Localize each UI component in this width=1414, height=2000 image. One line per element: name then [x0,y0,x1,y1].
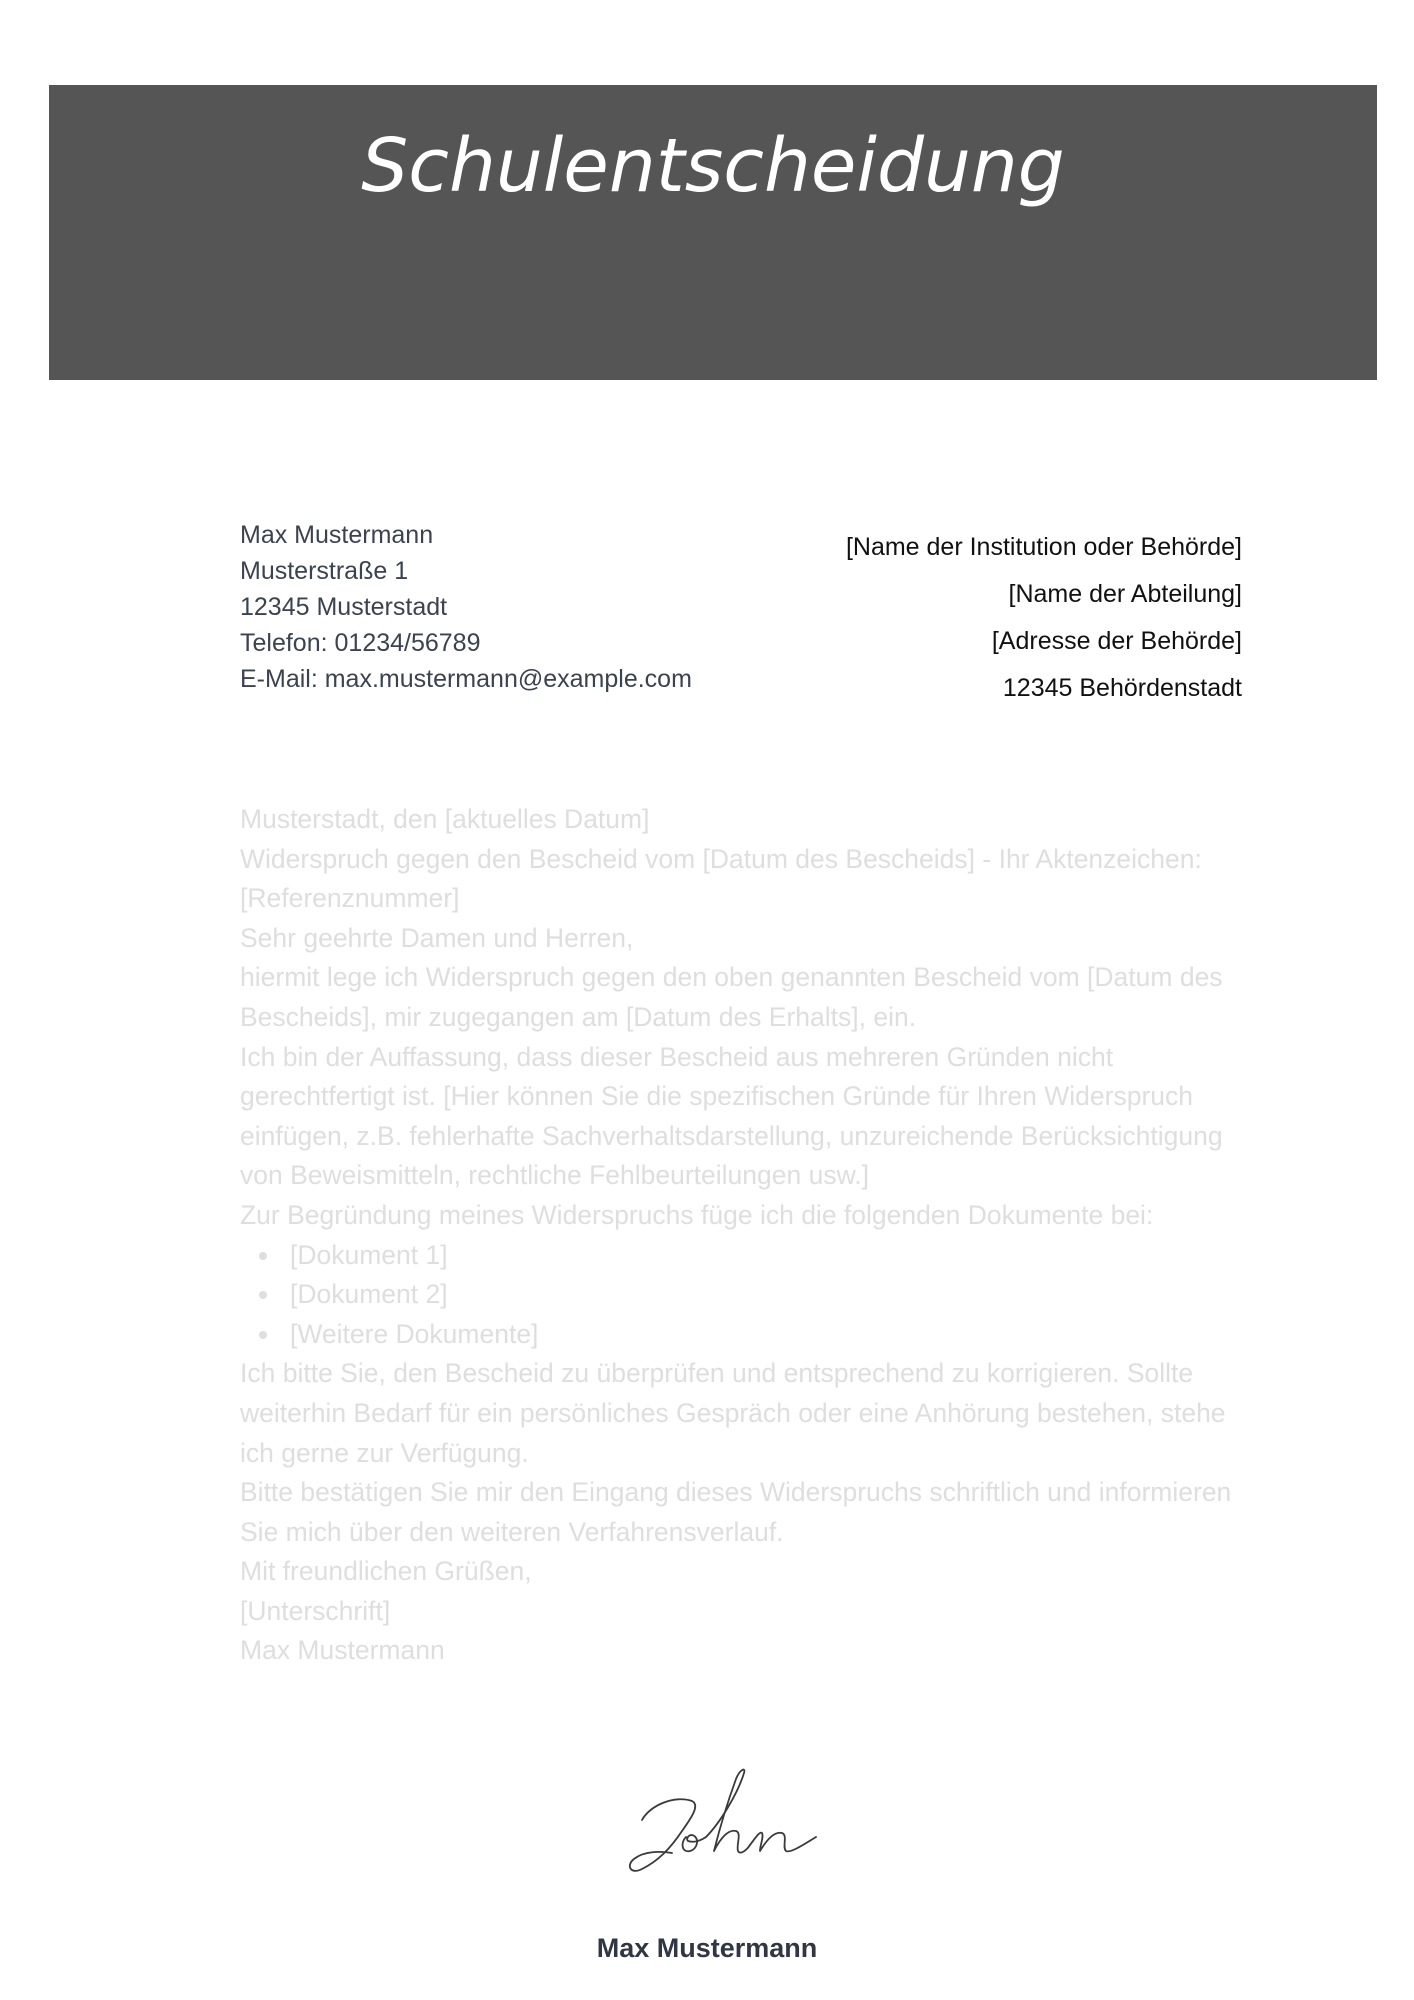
documents-list [240,1236,1250,1355]
sender-phone: Telefon: 01234/56789 [240,629,481,657]
paragraph-intro: hiermit lege ich Widerspruch gegen den oben genannten Bescheid vom [Datum des Bescheids], mir zugegangen am [Datum des Erhalts], ein. [240,962,1223,1032]
paragraph-documents: Zur Begründung meines Widerspruchs füge ich die folgenden Dokumente bei: [240,1199,1154,1230]
paragraph-request: Ich bitte Sie, den Bescheid zu überprüfen und entsprechend zu korrigieren. Sollte weiterhin Bedarf für ein persönliches Gespräch oder eine Anhörung bestehen, stehe ich gerne zur Verfügung. [240,1358,1226,1468]
list-item: [Dokument 1] [290,1236,1250,1276]
sender-name: Max Mustermann [240,521,434,549]
closing-name: Max Mustermann [240,1635,445,1666]
document-title: Schulentscheidung [361,123,1065,209]
sender-city: 12345 Musterstadt [240,593,448,621]
recipient-city: 12345 Behördenstadt [1002,674,1242,702]
signer-name: Max Mustermann [596,1933,818,1963]
list-item: [Dokument 2] [290,1275,1250,1315]
sender-email: E-Mail: max.mustermann@example.com [240,665,692,693]
closing-phrase: Mit freundlichen Grüßen, [240,1556,532,1587]
sender-address-block [240,517,692,697]
salutation: Sehr geehrte Damen und Herren, [240,922,634,953]
list-item: [Weitere Dokumente] [290,1315,1250,1355]
header-band [49,85,1377,380]
recipient-address-block [846,524,1242,712]
handwritten-signature [620,1765,840,1885]
signature-placeholder: [Unterschrift] [240,1595,391,1626]
recipient-institution: [Name der Institution oder Behörde] [845,533,1242,561]
paragraph-confirmation: Bitte bestätigen Sie mir den Eingang dieses Widerspruchs schriftlich und informieren Sie mich über den weiteren Verfahrensverlauf. [240,1477,1232,1547]
letter-body [240,800,1250,1671]
date-line: Musterstadt, den [aktuelles Datum] [240,804,650,834]
recipient-department: [Name der Abteilung] [1008,580,1242,608]
sender-street: Musterstraße 1 [240,557,409,585]
paragraph-reasons: Ich bin der Auffassung, dass dieser Bescheid aus mehreren Gründen nicht gerechtfertigt ist. [Hier können Sie die spezifischen Gründe für Ihren Widerspruch einfügen, z.B. fehlerhafte Sachverhaltsdarstellung, unzureichende Berücksichtigung von Beweismitteln, rechtliche Fehlbeurteilungen usw.] [240,1041,1223,1191]
subject-line: Widerspruch gegen den Bescheid vom [Datum des Bescheids] - Ihr Aktenzeichen: [Referenznummer] [240,843,1202,914]
recipient-address: [Adresse der Behörde] [991,627,1242,655]
